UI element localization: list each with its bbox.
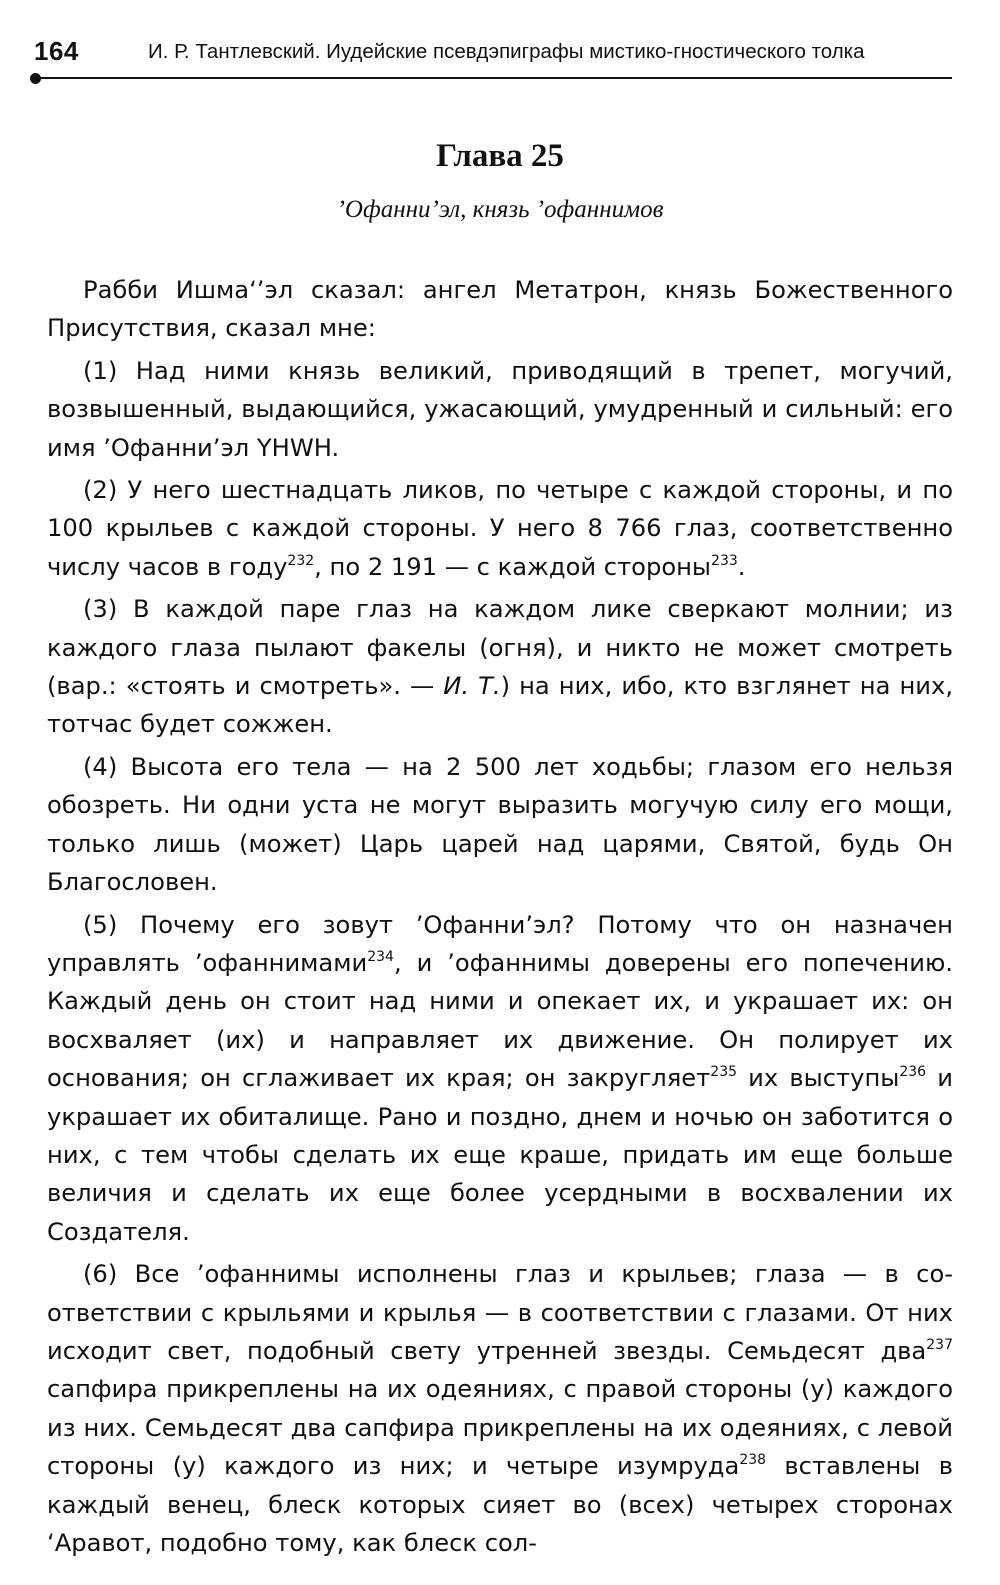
paragraph-5: [47, 906, 953, 1252]
paragraph-6-text: сапфира прикреплены на их одеяниях, с правой стороны (у) каждого из них. Семьдесят два сапфира прикреплены на их одеяниях, с левой стороны (у) каждого из них; и четыре изумруда: [47, 1375, 953, 1481]
chapter-subtitle: ’Офанни’эл, князь ’офаннимов: [336, 196, 664, 223]
footnote-ref-238: 238: [739, 1452, 767, 1469]
paragraph-1: (1) Над ними князь великий, приводящий в трепет, могучий, возвышенный, выдающийся, ужасающий, умудренный и сильный: его имя ’Офанни’эл YHWH.: [47, 356, 953, 462]
paragraph-5-text: (5) Почему его зовут ’Офанни’эл? Потому что он назначен управлять ’офаннимами: [47, 910, 953, 977]
header-rule: [34, 77, 952, 79]
paragraph-intro: Рабби Ишма‘’эл сказал: ангел Метатрон, князь Божественного Присутствия, сказал мне:: [47, 276, 953, 343]
footnote-ref-232: 232: [287, 552, 315, 569]
chapter-title: Глава 25: [436, 138, 564, 174]
footnote-ref-235: 235: [710, 1064, 738, 1081]
paragraph-5-text: и украшает их обиталище. Рано и поздно, днем и ночью он заботится о них, с тем чтобы сделать их еще краше, придать им еще больше величия и сделать их еще более усердными в восхвалении их Создателя.: [47, 1064, 953, 1246]
paragraph-6: [47, 1255, 953, 1562]
editor-initials: И. Т.: [443, 672, 501, 701]
paragraph-6-text: вставлены в каждый венец, блеск которых сияет во (всех) четырех сторонах ‘Аравот, подобно тому, как блеск сол-: [47, 1452, 953, 1557]
paragraph-3-text: ) на них, ибо, кто взглянет на них, тотчас будет сожжен.: [47, 672, 954, 739]
footnote-ref-236: 236: [899, 1064, 927, 1081]
body-text: [47, 271, 953, 1562]
footnote-ref-237: 237: [926, 1336, 953, 1353]
page-number: 164: [34, 36, 79, 66]
paragraph-2-text: .: [737, 552, 746, 581]
paragraph-2-text: , по 2 191 — с каждой стороны: [314, 552, 712, 581]
paragraph-5-text: их выступы: [737, 1064, 900, 1093]
paragraph-3: [47, 590, 953, 744]
paragraph-4: (4) Высота его тела — на 2 500 лет ходьбы; глазом его нельзя обозреть. Ни одни уста не могут выразить могучую силу его мощи, только лишь (может) Царь царей над царями, Святой, будь Он Благословен.: [47, 752, 953, 897]
running-title: И. Р. Тантлевский. Иудейские псевдэпиграфы мистико-гностического толка: [148, 40, 865, 63]
paragraph-2: [47, 471, 953, 586]
paragraph-6-text: (6) Все ’офаннимы исполнены глаз и крыльев; глаза — в соответствии с крыльями и крылья — в соответствии с глазами. От них исходит свет, подобный свету утренней звезды. Семьдесят два: [47, 1260, 953, 1365]
footnote-ref-234: 234: [367, 948, 394, 965]
footnote-ref-233: 233: [711, 552, 738, 569]
paragraph-5-text: , и ’офаннимы доверены его попечению. Каждый день он стоит над ними и опекает их, и украшает их: он восхваляет (их) и направляет их движение. Он полирует их основания; он сглаживает их края; он закругляет: [47, 948, 953, 1093]
paragraph-3-text: (3) В каждой паре глаз на каждом лике сверкают молнии; из каждого глаза пылают факелы (огня), и никто не может смотреть (вар.: «стоять и смотреть». —: [47, 595, 953, 701]
paragraph-2-text: (2) У него шестнадцать ликов, по четыре с каждой стороны, и по 100 крыльев с каждой стороны. У него 8 766 глаз, соответственно числу часов в году: [47, 476, 953, 581]
running-head: [34, 32, 956, 72]
